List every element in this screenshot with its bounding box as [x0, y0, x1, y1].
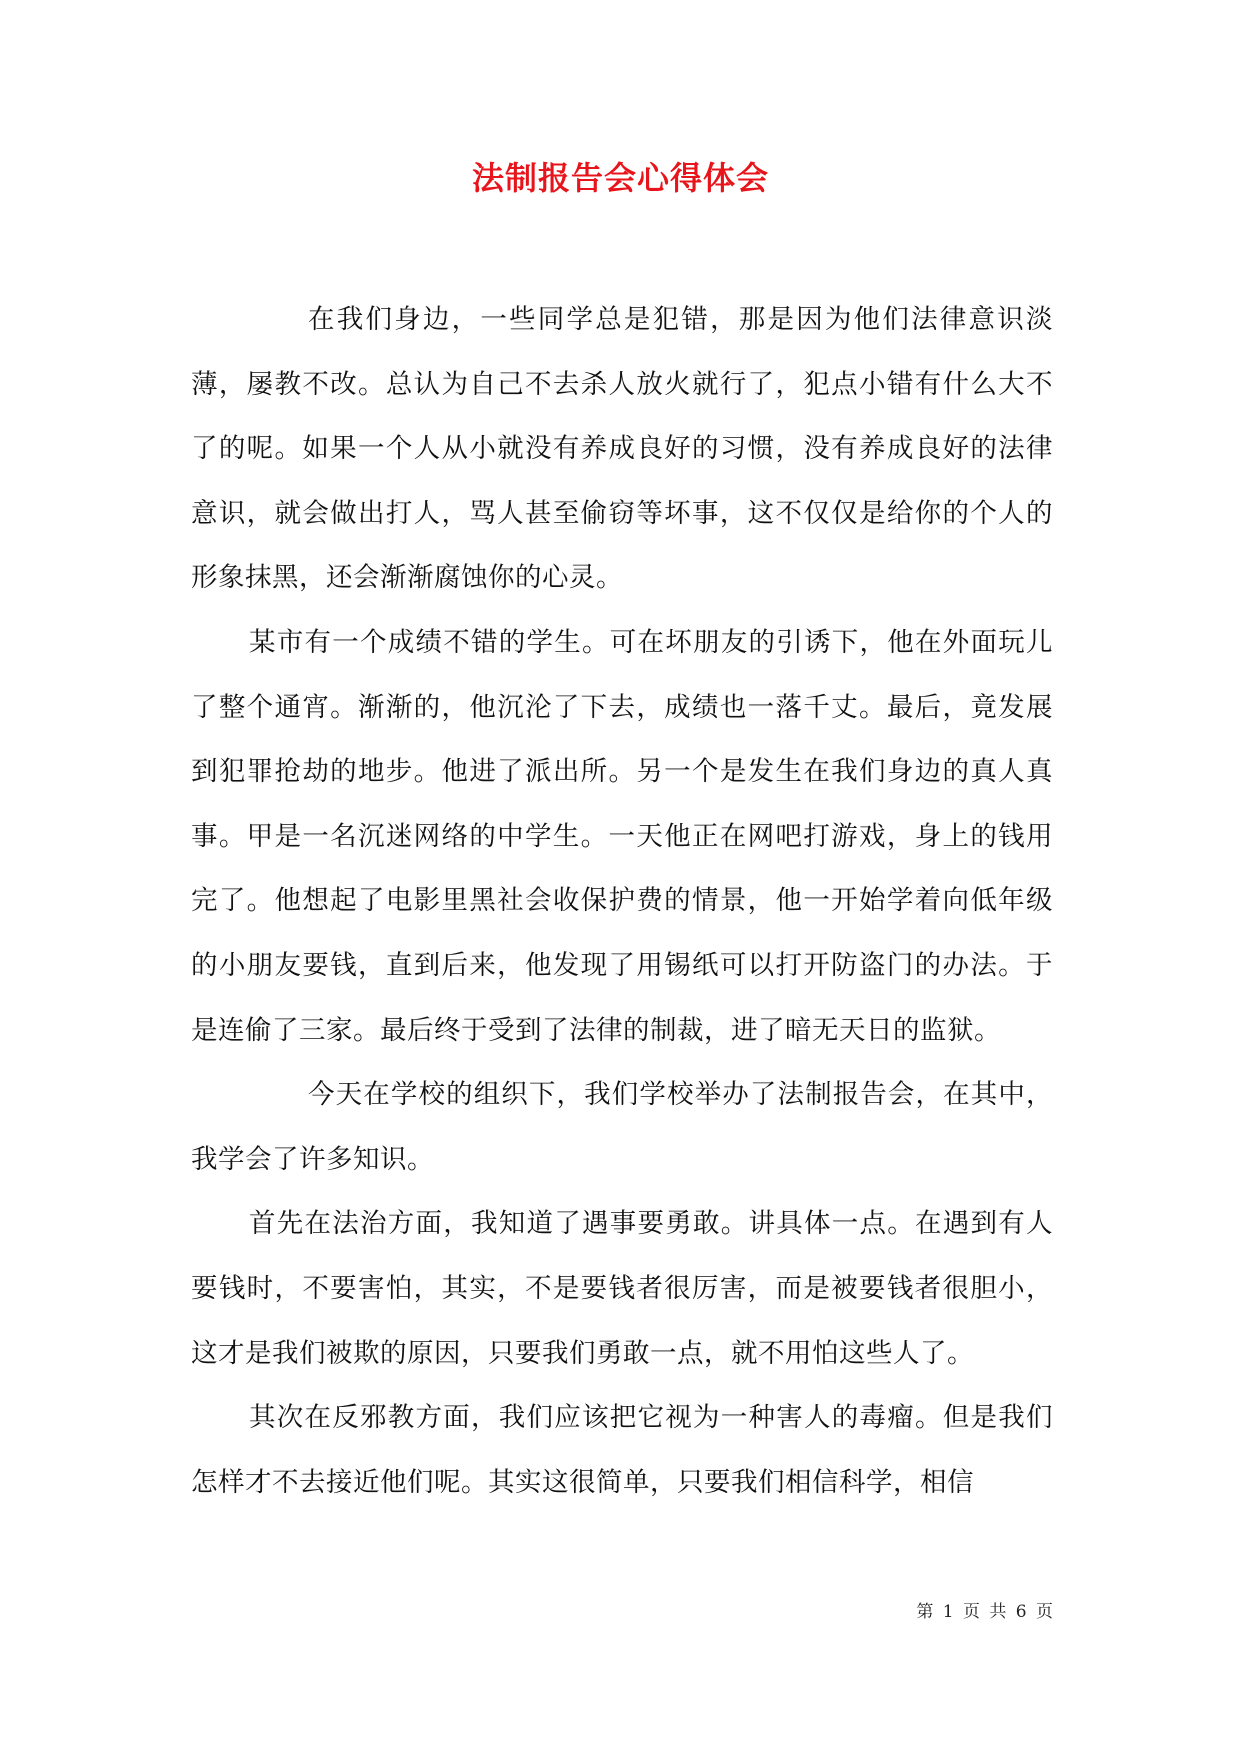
paragraph-4: 首先在法治方面，我知道了遇事要勇敢。讲具体一点。在遇到有人要钱时，不要害怕，其实，不是要钱者很厉害，而是被要钱者很胆小，这才是我们被欺的原因，只要我们勇敢一点，就不用怕这些人了。: [191, 1208, 1053, 1369]
document-body: [191, 288, 1053, 1515]
page-title: 法制报告会心得体会: [471, 159, 769, 197]
paragraph-5: 其次在反邪教方面，我们应该把它视为一种害人的毒瘤。但是我们怎样才不去接近他们呢。其实这很简单，只要我们相信科学，相信: [191, 1402, 1053, 1498]
page-number-footer: 第 1 页 共 6 页: [916, 1602, 1055, 1622]
paragraph-3: 今天在学校的组织下，我们学校举办了法制报告会，在其中，我学会了许多知识。: [191, 1079, 1053, 1175]
paragraph-2: 某市有一个成绩不错的学生。可在坏朋友的引诱下，他在外面玩儿了整个通宵。渐渐的，他沉沦了下去，成绩也一落千丈。最后，竟发展到犯罪抢劫的地步。他进了派出所。另一个是发生在我们身边的真人真事。甲是一名沉迷网络的中学生。一天他正在网吧打游戏，身上的钱用完了。他想起了电影里黑社会收保护费的情景，他一开始学着向低年级的小朋友要钱，直到后来，他发现了用锡纸可以打开防盗门的办法。于是连偷了三家。最后终于受到了法律的制裁，进了暗无天日的监狱。: [191, 626, 1053, 1046]
paragraph-1: 在我们身边，一些同学总是犯错，那是因为他们法律意识淡薄，屡教不改。总认为自己不去杀人放火就行了，犯点小错有什么大不了的呢。如果一个人从小就没有养成良好的习惯，没有养成良好的法律意识，就会做出打人，骂人甚至偷窃等坏事，这不仅仅是给你的个人的形象抹黑，还会渐渐腐蚀你的心灵。: [191, 304, 1053, 594]
